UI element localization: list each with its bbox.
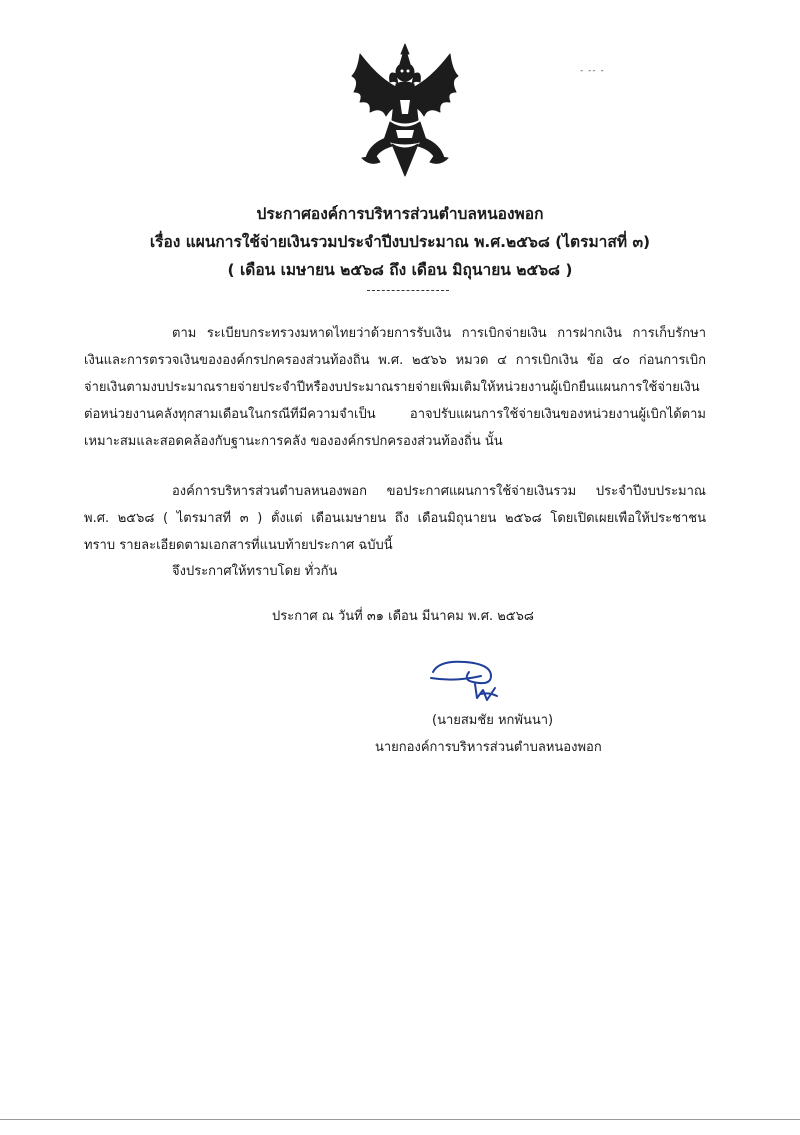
- scan-edge-line: [0, 1119, 800, 1120]
- title-divider: [367, 290, 449, 291]
- garuda-emblem: [340, 40, 470, 180]
- announcement-title: ประกาศองค์การบริหารส่วนตำบลหนองพอก: [256, 205, 544, 223]
- signature: [425, 658, 525, 706]
- para1-line5: เหมาะสมและสอดคล้องกับฐานะการคลัง ขององค์กรปกครองส่วนท้องถิ่น นั้น: [84, 434, 503, 449]
- para2-line1: องค์การบริหารส่วนตำบลหนองพอก ขอประกาศแผนการใช้จ่ายเงินรวม ประจำปีงบประมาณ: [172, 484, 706, 499]
- corner-mark: - -- -: [580, 66, 605, 76]
- para2-line2: พ.ศ. ๒๕๖๘ ( ไตรมาสที่ ๓ ) ตั้งแต่ เดือนเมษายน ถึง เดือนมิถุนายน ๒๕๖๘ โดยเปิดเผยเพื่อให้ประชาชน: [84, 511, 706, 526]
- date-line: ประกาศ ณ วันที่ ๓๑ เดือน มีนาคม พ.ศ. ๒๕๖๘: [272, 609, 534, 624]
- announce-line: จึงประกาศให้ทราบโดย ทั่วกัน: [172, 564, 338, 579]
- announcement-period: ( เดือน เมษายน ๒๕๖๘ ถึง เดือน มิถุนายน ๒๕๖๘ ): [227, 261, 573, 279]
- signer-title: นายกองค์การบริหารส่วนตำบลหนองพอก: [375, 740, 602, 755]
- para1-line3: จ่ายเงินตามงบประมาณรายจ่ายประจำปีหรืองบประมาณรายจ่ายเพิ่มเติมให้หน่วยงานผู้เบิกยื่นแผนการใช้จ่ายเงิน: [84, 380, 700, 395]
- para2-line3: ทราบ รายละเอียดตามเอกสารที่แนบท้ายประกาศ ฉบับนี้: [84, 538, 393, 553]
- para1-line4: ต่อหน่วยงานคลังทุกสามเดือนในกรณีที่มีความจำเป็น อาจปรับแผนการใช้จ่ายเงินของหน่วยงานผู้เบิกได้ตาม: [84, 407, 706, 422]
- signer-name: (นายสมชัย หกพันนา): [432, 713, 554, 728]
- para1-line1: ตาม ระเบียบกระทรวงมหาดไทยว่าด้วยการรับเงิน การเบิกจ่ายเงิน การฝากเงิน การเก็บรักษา: [172, 326, 706, 341]
- announcement-subject: เรื่อง แผนการใช้จ่ายเงินรวมประจำปีงบประมาณ พ.ศ.๒๕๖๘ (ไตรมาสที่ ๓): [149, 233, 651, 251]
- para1-line2: เงินและการตรวจเงินขององค์กรปกครองส่วนท้องถิ่น พ.ศ. ๒๕๖๖ หมวด ๔ การเบิกเงิน ข้อ ๔๐ ก่อนการเบิก: [84, 353, 706, 368]
